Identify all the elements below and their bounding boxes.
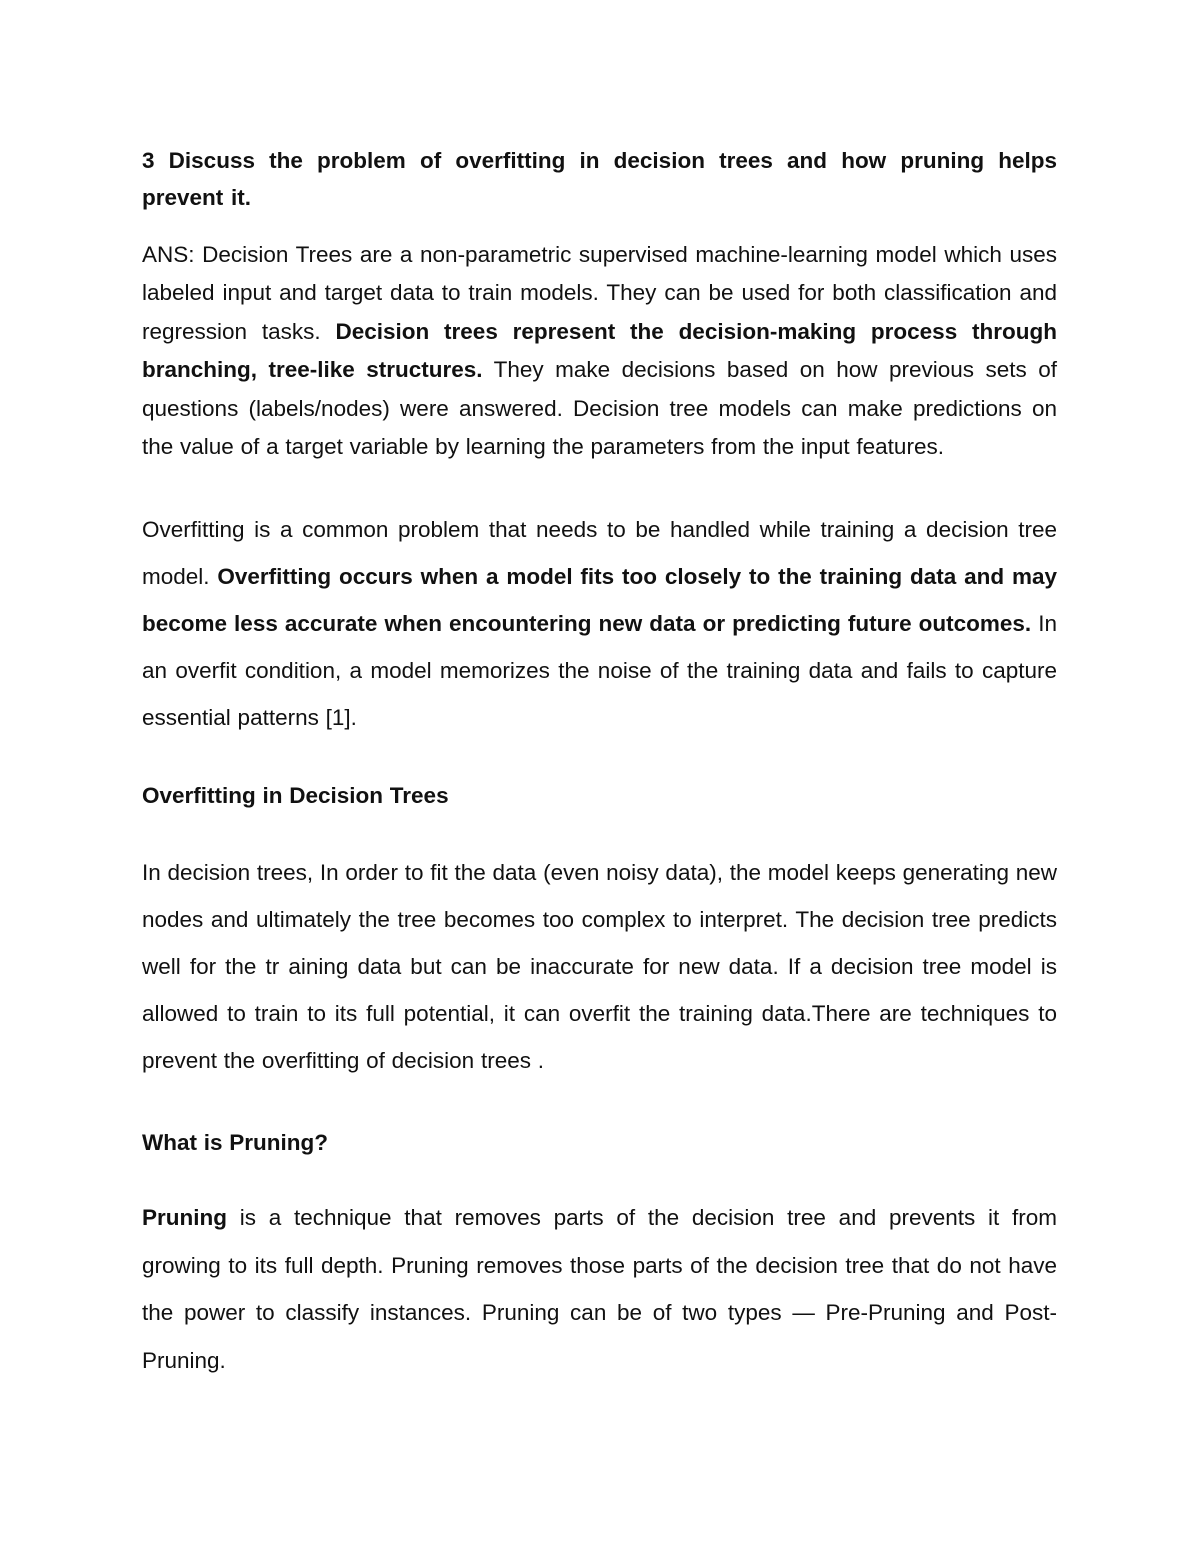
answer-p2-intro: Overfitting is a common problem that needs to be handled while training a decision tree model.: [142, 517, 1057, 590]
answer-p2-bold: Overfitting occurs when a model fits too closely to the training data and may become less accurate when encountering new data or predicting future outcomes.: [142, 564, 1057, 637]
overfitting-section-body: In decision trees, In order to fit the data (even noisy data), the model keeps generating new nodes and ultimately the tree becomes too complex to interpret. The decision tree predicts well for the tr aining data but can be inaccurate for new data. If a decision tree model is allowed to train to its full potential, it can overfit the training data.There are techniques to prevent the overfitting of decision trees .: [142, 860, 1057, 1074]
answer-p1-rest: They make decisions based on how previous sets of questions (labels/nodes) were answered. Decision tree models can make predictions on the value of a target variable by learning the parameters from the input features.: [142, 357, 1057, 460]
pruning-section-heading: What is Pruning?: [142, 1130, 328, 1156]
answer-p1-bold: Decision trees represent the decision-making process through branching, tree-like structures.: [142, 318, 1057, 383]
pruning-section-body: [142, 1194, 1057, 1384]
answer-paragraph-2: [142, 506, 1057, 741]
answer-paragraph-1: [142, 236, 1057, 466]
answer-p2-rest: In an overfit condition, a model memorizes the noise of the training data and fails to capture essential patterns [1].: [142, 611, 1057, 731]
pruning-term: Pruning: [142, 1205, 227, 1231]
question-heading: 3 Discuss the problem of overfitting in decision trees and how pruning helps prevent it.: [142, 148, 1057, 210]
document-page: [142, 142, 1057, 1384]
pruning-description: is a technique that removes parts of the decision tree and prevents it from growing to its full depth. Pruning removes those parts of the decision tree that do not have the power to classify instances. Pruning can be of two types — Pre-Pruning and Post-Pruning.: [142, 1205, 1057, 1373]
overfitting-section-heading: Overfitting in Decision Trees: [142, 783, 449, 809]
answer-p1-intro: ANS: Decision Trees are a non-parametric supervised machine-learning model which uses labeled input and target data to train models. They can be used for both classification and regression tasks.: [142, 242, 1057, 344]
